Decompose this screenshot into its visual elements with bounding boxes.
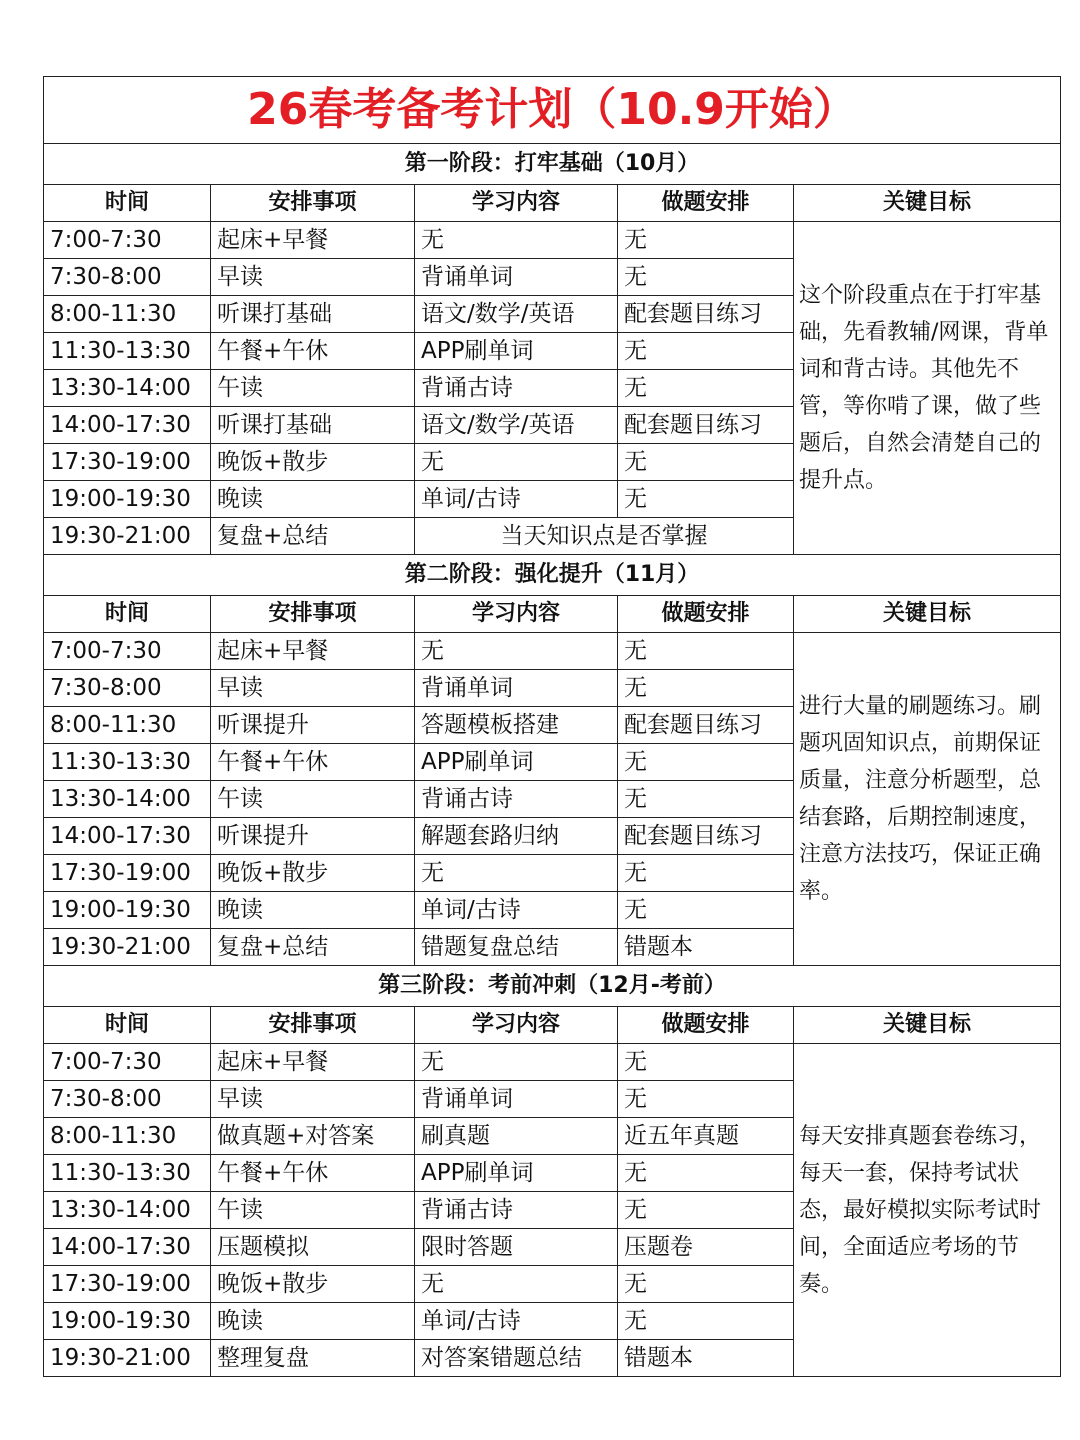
study-content-cell: 无: [415, 1044, 618, 1081]
practice-cell: 无: [618, 1044, 794, 1081]
study-plan-body: [44, 77, 1061, 1377]
practice-cell: 无: [618, 1155, 794, 1192]
practice-cell: 无: [618, 333, 794, 370]
study-content-cell: 背诵单词: [415, 1081, 618, 1118]
activity-cell: 复盘+总结: [211, 929, 415, 966]
activity-cell: 午读: [211, 781, 415, 818]
study-content-cell: 背诵单词: [415, 259, 618, 296]
study-content-cell: 限时答题: [415, 1229, 618, 1266]
title-row: [44, 77, 1061, 144]
time-cell: 13:30-14:00: [44, 781, 211, 818]
time-cell: 19:30-21:00: [44, 518, 211, 555]
study-content-cell: APP刷单词: [415, 744, 618, 781]
activity-cell: 晚读: [211, 481, 415, 518]
column-header: 做题安排: [618, 185, 794, 222]
time-cell: 7:00-7:30: [44, 1044, 211, 1081]
study-content-cell: 语文/数学/英语: [415, 407, 618, 444]
stage-title: 第二阶段：强化提升（11月）: [44, 555, 1061, 596]
activity-cell: 午读: [211, 370, 415, 407]
activity-cell: 起床+早餐: [211, 1044, 415, 1081]
schedule-row: [44, 222, 1061, 259]
study-content-cell: 背诵古诗: [415, 370, 618, 407]
time-cell: 8:00-11:30: [44, 707, 211, 744]
activity-cell: 晚读: [211, 892, 415, 929]
activity-cell: 做真题+对答案: [211, 1118, 415, 1155]
study-content-cell: 无: [415, 1266, 618, 1303]
column-header: 关键目标: [794, 1007, 1061, 1044]
column-header-row: [44, 1007, 1061, 1044]
practice-cell: 错题本: [618, 1340, 794, 1377]
study-content-cell: 单词/古诗: [415, 892, 618, 929]
column-header: 时间: [44, 185, 211, 222]
practice-cell: 无: [618, 259, 794, 296]
study-content-cell: 对答案错题总结: [415, 1340, 618, 1377]
study-content-cell: APP刷单词: [415, 1155, 618, 1192]
practice-cell: 配套题目练习: [618, 407, 794, 444]
study-content-cell: 无: [415, 444, 618, 481]
activity-cell: 晚饭+散步: [211, 444, 415, 481]
practice-cell: 无: [618, 633, 794, 670]
stage-title-row: [44, 555, 1061, 596]
practice-cell: 压题卷: [618, 1229, 794, 1266]
study-content-cell: 背诵古诗: [415, 781, 618, 818]
key-goal-cell: 每天安排真题套卷练习，每天一套，保持考试状态，最好模拟实际考试时间，全面适应考场的节奏。: [794, 1044, 1061, 1377]
time-cell: 14:00-17:30: [44, 818, 211, 855]
column-header: 学习内容: [415, 596, 618, 633]
activity-cell: 听课打基础: [211, 296, 415, 333]
activity-cell: 听课提升: [211, 818, 415, 855]
time-cell: 19:30-21:00: [44, 929, 211, 966]
time-cell: 19:00-19:30: [44, 1303, 211, 1340]
column-header: 安排事项: [211, 185, 415, 222]
column-header-row: [44, 596, 1061, 633]
activity-cell: 听课提升: [211, 707, 415, 744]
time-cell: 14:00-17:30: [44, 407, 211, 444]
time-cell: 13:30-14:00: [44, 1192, 211, 1229]
time-cell: 8:00-11:30: [44, 296, 211, 333]
activity-cell: 早读: [211, 670, 415, 707]
merged-content-cell: 当天知识点是否掌握: [415, 518, 794, 555]
activity-cell: 压题模拟: [211, 1229, 415, 1266]
time-cell: 19:30-21:00: [44, 1340, 211, 1377]
activity-cell: 晚饭+散步: [211, 1266, 415, 1303]
study-content-cell: 单词/古诗: [415, 1303, 618, 1340]
time-cell: 19:00-19:30: [44, 481, 211, 518]
stage-title: 第三阶段：考前冲刺（12月-考前）: [44, 966, 1061, 1007]
study-content-cell: 无: [415, 222, 618, 259]
activity-cell: 晚饭+散步: [211, 855, 415, 892]
time-cell: 14:00-17:30: [44, 1229, 211, 1266]
column-header: 安排事项: [211, 596, 415, 633]
time-cell: 8:00-11:30: [44, 1118, 211, 1155]
time-cell: 7:30-8:00: [44, 1081, 211, 1118]
activity-cell: 午餐+午休: [211, 333, 415, 370]
practice-cell: 无: [618, 222, 794, 259]
study-content-cell: 无: [415, 855, 618, 892]
column-header-row: [44, 185, 1061, 222]
practice-cell: 无: [618, 744, 794, 781]
key-goal-cell: 这个阶段重点在于打牢基础，先看教辅/网课，背单词和背古诗。其他先不管，等你啃了课，做了些题后，自然会清楚自己的提升点。: [794, 222, 1061, 555]
stage-title-row: [44, 144, 1061, 185]
study-content-cell: 答题模板搭建: [415, 707, 618, 744]
activity-cell: 整理复盘: [211, 1340, 415, 1377]
practice-cell: 无: [618, 1192, 794, 1229]
practice-cell: 无: [618, 1081, 794, 1118]
study-content-cell: 语文/数学/英语: [415, 296, 618, 333]
practice-cell: 无: [618, 1266, 794, 1303]
study-content-cell: 单词/古诗: [415, 481, 618, 518]
practice-cell: 无: [618, 855, 794, 892]
activity-cell: 午餐+午休: [211, 744, 415, 781]
time-cell: 17:30-19:00: [44, 855, 211, 892]
study-plan-table: [43, 76, 1061, 1377]
practice-cell: 无: [618, 370, 794, 407]
stage-title: 第一阶段：打牢基础（10月）: [44, 144, 1061, 185]
column-header: 学习内容: [415, 1007, 618, 1044]
study-content-cell: 错题复盘总结: [415, 929, 618, 966]
practice-cell: 无: [618, 670, 794, 707]
time-cell: 11:30-13:30: [44, 1155, 211, 1192]
time-cell: 7:30-8:00: [44, 670, 211, 707]
study-content-cell: 背诵古诗: [415, 1192, 618, 1229]
column-header: 做题安排: [618, 596, 794, 633]
column-header: 安排事项: [211, 1007, 415, 1044]
activity-cell: 起床+早餐: [211, 633, 415, 670]
activity-cell: 早读: [211, 1081, 415, 1118]
time-cell: 19:00-19:30: [44, 892, 211, 929]
column-header: 时间: [44, 596, 211, 633]
practice-cell: 配套题目练习: [618, 296, 794, 333]
time-cell: 7:00-7:30: [44, 633, 211, 670]
practice-cell: 无: [618, 781, 794, 818]
activity-cell: 午读: [211, 1192, 415, 1229]
study-content-cell: 刷真题: [415, 1118, 618, 1155]
practice-cell: 配套题目练习: [618, 818, 794, 855]
time-cell: 13:30-14:00: [44, 370, 211, 407]
study-content-cell: APP刷单词: [415, 333, 618, 370]
time-cell: 7:30-8:00: [44, 259, 211, 296]
practice-cell: 无: [618, 892, 794, 929]
stage-title-row: [44, 966, 1061, 1007]
practice-cell: 无: [618, 481, 794, 518]
plan-title: 26春考备考计划（10.9开始）: [44, 77, 1061, 144]
column-header: 关键目标: [794, 596, 1061, 633]
column-header: 关键目标: [794, 185, 1061, 222]
time-cell: 11:30-13:30: [44, 744, 211, 781]
time-cell: 17:30-19:00: [44, 1266, 211, 1303]
practice-cell: 无: [618, 1303, 794, 1340]
schedule-row: [44, 1044, 1061, 1081]
study-content-cell: 背诵单词: [415, 670, 618, 707]
column-header: 学习内容: [415, 185, 618, 222]
time-cell: 17:30-19:00: [44, 444, 211, 481]
practice-cell: 无: [618, 444, 794, 481]
practice-cell: 错题本: [618, 929, 794, 966]
activity-cell: 午餐+午休: [211, 1155, 415, 1192]
activity-cell: 听课打基础: [211, 407, 415, 444]
key-goal-cell: 进行大量的刷题练习。刷题巩固知识点，前期保证质量，注意分析题型，总结套路，后期控制速度，注意方法技巧，保证正确率。: [794, 633, 1061, 966]
practice-cell: 配套题目练习: [618, 707, 794, 744]
schedule-row: [44, 633, 1061, 670]
practice-cell: 近五年真题: [618, 1118, 794, 1155]
study-content-cell: 无: [415, 633, 618, 670]
activity-cell: 早读: [211, 259, 415, 296]
study-content-cell: 解题套路归纳: [415, 818, 618, 855]
time-cell: 11:30-13:30: [44, 333, 211, 370]
activity-cell: 复盘+总结: [211, 518, 415, 555]
activity-cell: 晚读: [211, 1303, 415, 1340]
activity-cell: 起床+早餐: [211, 222, 415, 259]
column-header: 做题安排: [618, 1007, 794, 1044]
time-cell: 7:00-7:30: [44, 222, 211, 259]
column-header: 时间: [44, 1007, 211, 1044]
